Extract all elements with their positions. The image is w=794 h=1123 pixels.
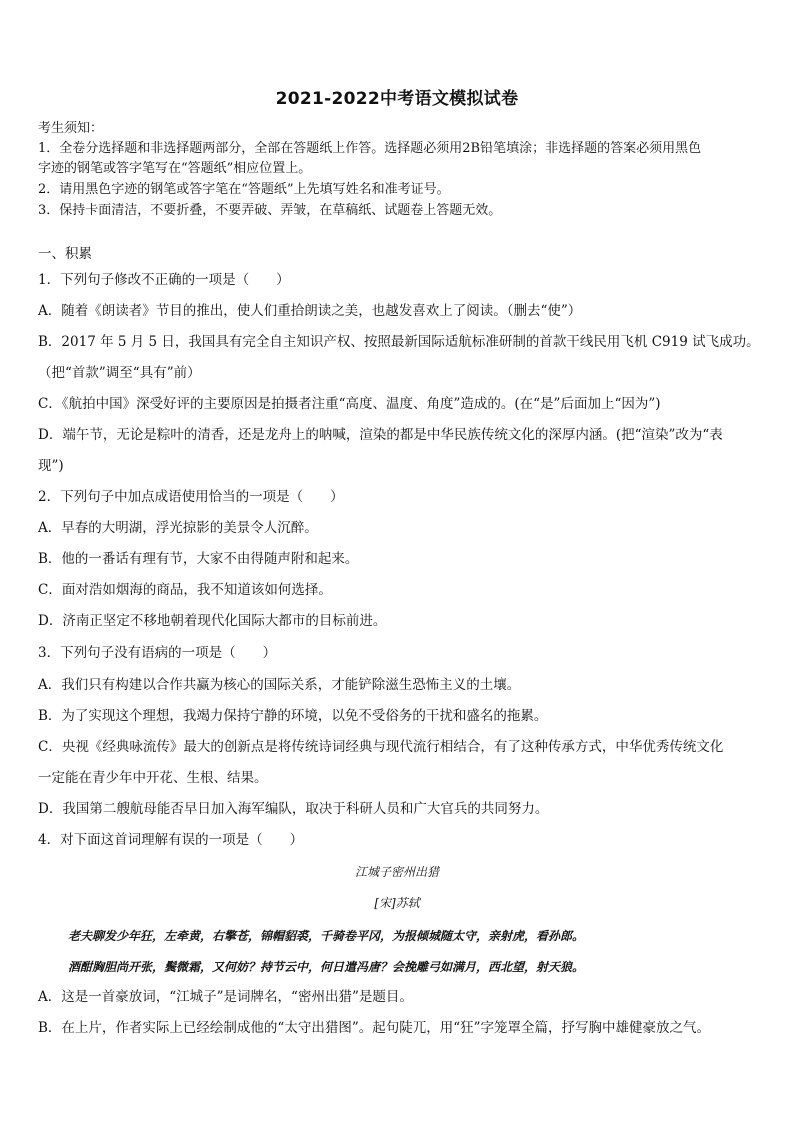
- option-a: A．早春的大明湖，浮光掠影的美景令人沉醉。: [38, 520, 318, 536]
- question-stem: 2．下列句子中加点成语使用恰当的一项是（ ）: [38, 489, 344, 505]
- option-c: C．面对浩如烟海的商品，我不知道该如何选择。: [38, 582, 332, 598]
- option-d: D．我国第二艘航母能否早日加入海军编队，取决于科研人员和广大官兵的共同努力。: [38, 801, 549, 817]
- option-c: C．央视《经典咏流传》最大的创新点是将传统诗词经典与现代流行相结合，有了这种传承方式，中华优秀传统文化: [38, 739, 724, 755]
- poem-line: 酒酣胸胆尚开张，鬓微霜，又何妨？持节云中，何日遣冯唐？会挽雕弓如满月，西北望，射天狼。: [68, 960, 585, 974]
- option-d: D．端午节，无论是粽叶的清香，还是龙舟上的呐喊，渲染的都是中华民族传统文化的深厚内涵。(把“渲染”改为“表: [38, 427, 723, 443]
- question-stem: 4．对下面这首词理解有误的一项是（ ）: [38, 832, 304, 848]
- option-a: A．这是一首豪放词，“江城子”是词牌名，“密州出猎”是题目。: [38, 989, 413, 1005]
- option-b: B．在上片，作者实际上已经绘制成他的“太守出猎图”。起句陡兀，用“狂”字笼罩全篇，抒写胸中雄健豪放之气。: [38, 1020, 711, 1036]
- notice-item: 2．请用黑色字迹的钢笔或答字笔在“答题纸”上先填写姓名和准考证号。: [38, 182, 450, 197]
- question-stem: 1．下列句子修改不正确的一项是（ ）: [38, 272, 290, 288]
- option-b-continued: （把“首款”调至“具有”前）: [38, 365, 201, 381]
- option-a: A．我们只有构建以合作共赢为核心的国际关系，才能铲除滋生恐怖主义的土壤。: [38, 677, 521, 693]
- option-d-continued: 现”): [38, 458, 64, 474]
- option-b: B．2017 年 5 月 5 日，我国具有完全自主知识产权、按照最新国际适航标准研制的首款干线民用飞机 C919 试飞成功。: [38, 334, 760, 350]
- page-title: 2021-2022中考语文模拟试卷: [275, 89, 519, 109]
- section-heading: 一、积累: [38, 246, 92, 262]
- poem-title: 江城子密州出猎: [354, 865, 439, 879]
- option-b: B．他的一番话有理有节，大家不由得随声附和起来。: [38, 551, 359, 567]
- question-stem: 3．下列句子没有语病的一项是（ ）: [38, 645, 277, 661]
- option-c: C．《航拍中国》深受好评的主要原因是拍摄者注重“高度、温度、角度”造成的。(在“是”后面加上“因为”): [38, 396, 661, 412]
- poem-line: 老夫聊发少年狂，左牵黄，右擎苍，锦帽貂裘，千骑卷平冈，为报倾城随太守，亲射虎，看孙郎。: [68, 929, 585, 943]
- notice-item: 1．全卷分选择题和非选择题两部分，全部在答题纸上作答。选择题必须用2B铅笔填涂；非选择题的答案必须用黑色: [38, 141, 702, 156]
- notice-item: 字迹的钢笔或答字笔写在“答题纸”相应位置上。: [38, 161, 312, 176]
- option-b: B．为了实现这个理想，我竭力保持宁静的环境，以免不受俗务的干扰和盛名的拖累。: [38, 708, 548, 724]
- option-a: A．随着《朗读者》节目的推出，使人们重拾朗读之美，也越发喜欢上了阅读。（删去“使”）: [38, 303, 582, 319]
- option-c-continued: 一定能在青少年中开花、生根、结果。: [38, 770, 268, 786]
- poem-author: [宋]苏轼: [374, 896, 420, 910]
- notice-heading: 考生须知：: [38, 121, 104, 136]
- notice-item: 3．保持卡面清洁，不要折叠，不要弄破、弄皱，在草稿纸、试题卷上答题无效。: [38, 203, 502, 218]
- option-d: D．济南正坚定不移地朝着现代化国际大都市的目标前进。: [38, 613, 387, 629]
